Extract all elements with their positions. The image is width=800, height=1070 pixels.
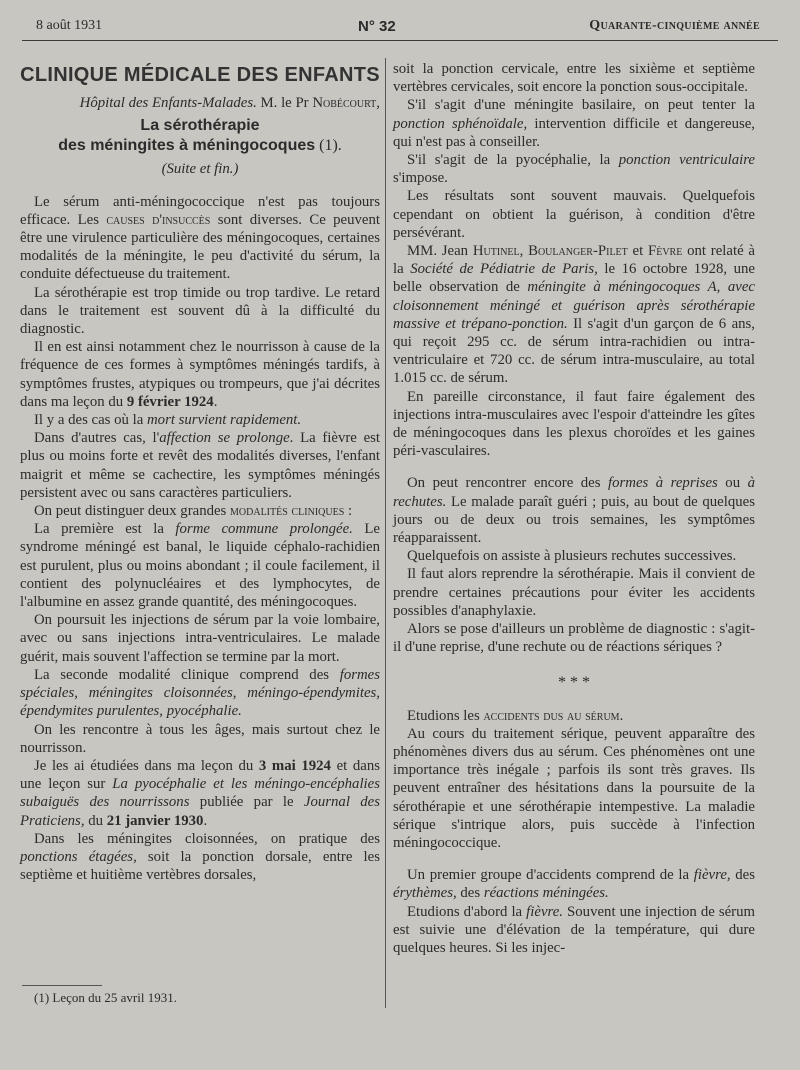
paragraph: soit la ponction cervicale, entre les sixième et septième vertèbres cervicales, soit encore la ponction sous-occipitale.	[393, 61, 755, 96]
paragraph: On poursuit les injections de sérum par la voie lombaire, avec ou sans injections intra-ventriculaires. Le malade guérit, mais souvent l'affection se termine par la mort.	[20, 612, 380, 665]
header-date: 8 août 1931	[36, 18, 103, 33]
column-separator	[385, 58, 386, 1008]
paragraph: Alors se pose d'ailleurs un problème de diagnostic : s'agit-il d'une reprise, d'une rechute ou de réactions sériques ?	[393, 621, 755, 656]
suite-note: (Suite et fin.)	[161, 161, 239, 178]
paragraph: S'il s'agit d'une méningite basilaire, on peut tenter la ponction sphénoïdale, intervention difficile et dangereuse, qui n'est pas à conseiller.	[393, 97, 756, 150]
paragraph: Il en est ainsi notamment chez le nourrisson à cause de la fréquence de ces formes à symptômes méningés tardifs, à symptômes frustes, atypiques ou trompeurs, que j'ai décrites dans ma leçon du 9 février 1924.	[20, 339, 380, 410]
paragraph: En pareille circonstance, il faut faire également des injections intra-musculaires avec l'espoir d'atteindre les gîtes de méningocoques dans les plexus choroïdes et les gaines péri-vasculaires.	[393, 388, 755, 460]
right-column	[393, 60, 755, 957]
paragraph: Quelquefois on assiste à plusieurs rechutes successives.	[407, 548, 737, 565]
article-title-line1: La sérothérapie	[140, 117, 260, 135]
paragraph: La sérothérapie est trop timide ou trop tardive. Le retard dans le traitement est souvent dû à la difficulté du diagnostic.	[20, 284, 380, 338]
header-rule	[22, 40, 778, 41]
header-year: Quarante-cinquième année	[589, 18, 760, 33]
paragraph: Un premier groupe d'accidents comprend de la fièvre, des érythèmes, des réactions méningées.	[393, 867, 755, 902]
paragraph: S'il s'agit de la pyocéphalie, la ponction ventriculaire s'impose.	[393, 152, 755, 187]
paragraph: Le sérum anti-méningococcique n'est pas toujours efficace. Les causes d'insuccès sont diverses. Ce peuvent être une virulence particulière des méningocoques, certaines modalités de la méningite, le peu d'activité du sérum, la conduite défectueuse du traitement.	[20, 193, 381, 283]
paragraph: On peut distinguer deux grandes modalités cliniques :	[34, 503, 353, 520]
hospital-line: Hôpital des Enfants-Malades. M. le Pr Nobécourt,	[79, 95, 380, 112]
paragraph: La seconde modalité clinique comprend des formes spéciales, méningites cloisonnées, méningo-épendymites, épendymites purulentes, pyocéphalie.	[20, 666, 380, 720]
footnote: (1) Leçon du 25 avril 1931.	[34, 990, 177, 1005]
paragraph: MM. Jean Hutinel, Boulanger-Pilet et Fèvre ont relaté à la Société de Pédiatrie de Paris, le 16 octobre 1928, une belle observation de méningite à méningocoques A, avec cloisonnement méningé et guérison après sérothérapie massive et trépano-ponction. Il s'agit d'un garçon de 6 ans, qui reçoit 295 cc. de sérum intra-rachidien ou intra-ventriculaire et 720 cc. de sérum intra-musculaire, au total 1.015 cc. de sérum.	[393, 243, 756, 387]
paragraph: On les rencontre à tous les âges, mais surtout chez le nourrisson.	[20, 721, 380, 756]
paragraph: Il faut alors reprendre la sérothérapie. Mais il convient de prendre certaines précautions pour éviter les accidents possibles d'anaphylaxie.	[393, 566, 755, 619]
paragraph: Etudions d'abord la fièvre. Souvent une injection de sérum est suivie une d'élévation de la température, qui dure quelques heures. Si les injec-	[393, 903, 755, 956]
paragraph: Les résultats sont souvent mauvais. Quelquefois cependant on obtient la guérison, à condition d'être persévérant.	[393, 188, 755, 241]
paragraph: Il y a des cas où la mort survient rapidement.	[34, 412, 302, 429]
section-title: CLINIQUE MÉDICALE DES ENFANTS	[20, 64, 380, 86]
issue-number: N° 32	[358, 18, 396, 35]
paragraph: Au cours du traitement sérique, peuvent apparaître des phénomènes divers dus au sérum. Ces phénomènes ont une importance très inégale ; parfois ils sont très graves. Ils peuvent entraîner des hésitations dans la poursuite de la sérothérapie et une sérothérapie intempestive. La maladie sérique s'intrique alors, puis succède à l'infection méningococcique.	[393, 725, 755, 851]
article-title-line2: des méningites à méningocoques (1).	[58, 137, 342, 155]
paragraph: Dans d'autres cas, l'affection se prolonge. La fièvre est plus ou moins forte et revêt des modalités diverses, l'enfant maigrit et même se cachectire, les symptômes méningés persistent avec ou sans caractères particuliers.	[20, 430, 381, 501]
paragraph: On peut rencontrer encore des formes à reprises ou à rechutes. Le malade paraît guéri ; puis, au bout de quelques jours ou de deux ou trois semaines, les symptômes réapparaissent.	[393, 475, 755, 547]
asterism: * * *	[558, 673, 590, 691]
professor-name: Nobécourt,	[312, 95, 380, 112]
paragraph: Etudions les accidents dus au sérum.	[407, 707, 624, 724]
left-column	[20, 60, 380, 884]
paragraph: Dans les méningites cloisonnées, on pratique des ponctions étagées, soit la ponction dorsale, entre les septième et huitième vertèbres dorsales,	[20, 830, 380, 884]
paragraph: La première est la forme commune prolongée. Le syndrome méningé est banal, le liquide céphalo-rachidien est purulent, plus ou moins abondant ; il coule facilement, il contient des polynucléaires et des lymphocytes, de l'albumine en assez grande quantité, des méningocoques.	[20, 521, 380, 611]
paragraph: Je les ai étudiées dans ma leçon du 3 mai 1924 et dans une leçon sur La pyocéphalie et les méningo-encéphalies subaiguës des nourrissons publiée par le Journal des Praticiens, du 21 janvier 1930.	[20, 757, 380, 829]
footnote-rule	[22, 985, 102, 986]
